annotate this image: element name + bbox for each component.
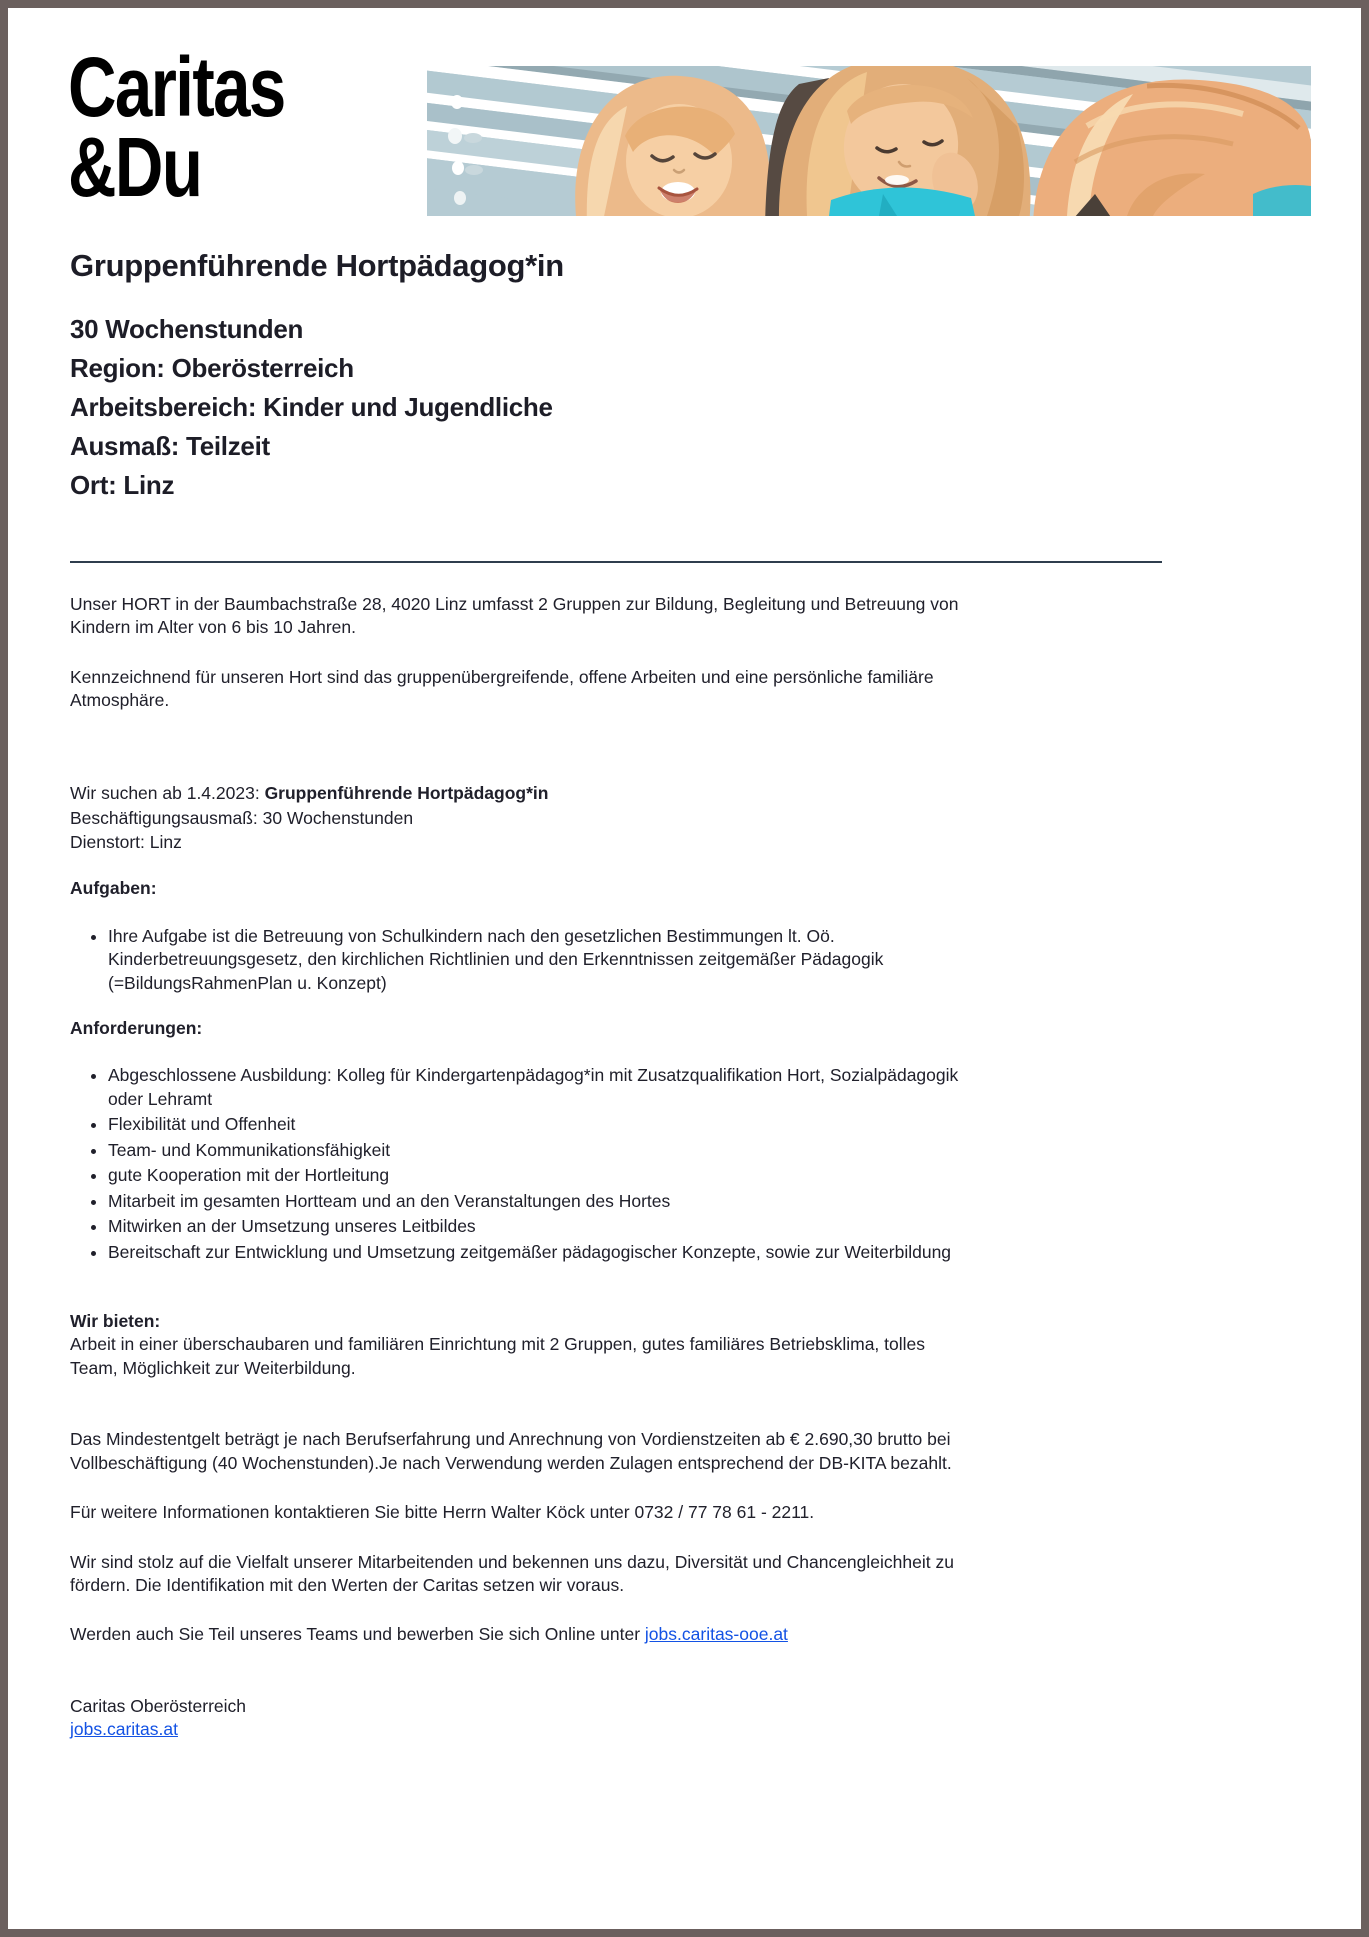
list-item: • Ihre Aufgabe ist die Betreuung von Schulkindern nach den gesetzlichen Bestimmungen lt. Oö. Kinderbetreuungsgesetz, den kirchlichen Richtlinien und den Erkenntnissen zeitgemäßer Pädagogik (=BildungsRahmenPlan u. Konzept) — [108, 925, 975, 995]
list-item: • Mitwirken an der Umsetzung unseres Leitbildes — [108, 1215, 975, 1238]
anforderungen-list — [70, 1064, 975, 1264]
footer — [70, 1695, 975, 1742]
list-item: • Flexibilität und Offenheit — [108, 1113, 975, 1136]
header-photo — [427, 66, 1311, 216]
salary-paragraph: Das Mindestentgelt beträgt je nach Berufserfahrung und Anrechnung von Vordienstzeiten ab € 2.690,30 brutto bei Vollbeschäftigung (40 Wochenstunden).Je nach Verwendung werden Zulagen entsprechend der DB-KITA bezahlt. — [70, 1429, 952, 1473]
offer-block — [70, 1310, 975, 1380]
detail-region: Region: Oberösterreich — [70, 353, 354, 383]
divider — [70, 561, 1162, 563]
contact-paragraph: Für weitere Informationen kontaktieren Sie bitte Herrn Walter Köck unter 0732 / 77 78 61 - 2211. — [70, 1502, 815, 1523]
vacancy-prefix: Wir suchen ab 1.4.2023: — [70, 782, 265, 803]
intro-paragraph-1: Unser HORT in der Baumbachstraße 28, 4020 Linz umfasst 2 Gruppen zur Bildung, Begleitung und Betreuung von Kindern im Alter von 6 bis 10 Jahren. — [70, 594, 959, 638]
detail-hours: 30 Wochenstunden — [70, 314, 304, 344]
footer-link-line — [70, 1718, 975, 1741]
list-item: • Bereitschaft zur Entwicklung und Umsetzung zeitgemäßer pädagogischer Konzepte, sowie zur Weiterbildung — [108, 1241, 975, 1264]
aufgaben-list — [70, 925, 975, 995]
detail-extent: Ausmaß: Teilzeit — [70, 431, 270, 461]
intro-paragraph-2: Kennzeichnend für unseren Hort sind das gruppenübergreifende, offene Arbeiten und eine persönliche familiäre Atmosphäre. — [70, 666, 934, 711]
footer-org: Caritas Oberösterreich — [70, 1695, 247, 1716]
footer-link[interactable]: jobs.caritas.at — [70, 1719, 178, 1740]
vacancy-job-title: Gruppenführende Hortpädagog*in — [264, 782, 549, 803]
offer-text: Arbeit in einer überschaubaren und familiären Einrichtung mit 2 Gruppen, gutes familiäres Betriebsklima, tolles Team, Möglichkeit zur Weiterbildung. — [70, 1334, 926, 1378]
section-heading-anforderungen: Anforderungen: — [70, 1018, 203, 1039]
diversity-paragraph: Wir sind stolz auf die Vielfalt unserer Mitarbeitenden und bekennen uns dazu, Diversität und Chancengleichheit zu fördern. Die Identifikation mit den Werten der Caritas setzen wir voraus. — [70, 1551, 954, 1596]
main-content — [70, 248, 1315, 1742]
section-heading-wir-bieten: Wir bieten: — [70, 1310, 161, 1331]
vacancy-line-2: Beschäftigungsausmaß: 30 Wochenstunden — [70, 807, 414, 828]
detail-location: Ort: Linz — [70, 470, 175, 500]
caritas-logo — [68, 40, 285, 214]
apply-link[interactable]: jobs.caritas-ooe.at — [644, 1624, 788, 1645]
logo-line-2: &Du — [68, 119, 202, 214]
list-item: • Mitarbeit im gesamten Hortteam und an den Veranstaltungen des Hortes — [108, 1190, 975, 1213]
section-heading-aufgaben: Aufgaben: — [70, 878, 157, 899]
apply-paragraph — [70, 1623, 975, 1646]
vacancy-line-3: Dienstort: Linz — [70, 832, 182, 853]
list-item: • Team- und Kommunikationsfähigkeit — [108, 1139, 975, 1162]
vacancy-block — [70, 781, 975, 856]
body-copy — [70, 593, 975, 1742]
page-title: Gruppenführende Hortpädagog*in — [70, 248, 564, 283]
list-item: • gute Kooperation mit der Hortleitung — [108, 1164, 975, 1187]
apply-text: Werden auch Sie Teil unseres Teams und bewerben Sie sich Online unter — [70, 1624, 645, 1645]
detail-area: Arbeitsbereich: Kinder und Jugendliche — [70, 392, 553, 422]
vacancy-line-1 — [70, 781, 975, 806]
list-item: • Abgeschlossene Ausbildung: Kolleg für Kindergartenpädagog*in mit Zusatzqualifikation Hort, Sozialpädagogik oder Lehramt — [108, 1064, 975, 1111]
logo-line-1: Caritas — [68, 40, 285, 134]
job-details — [70, 310, 1315, 505]
